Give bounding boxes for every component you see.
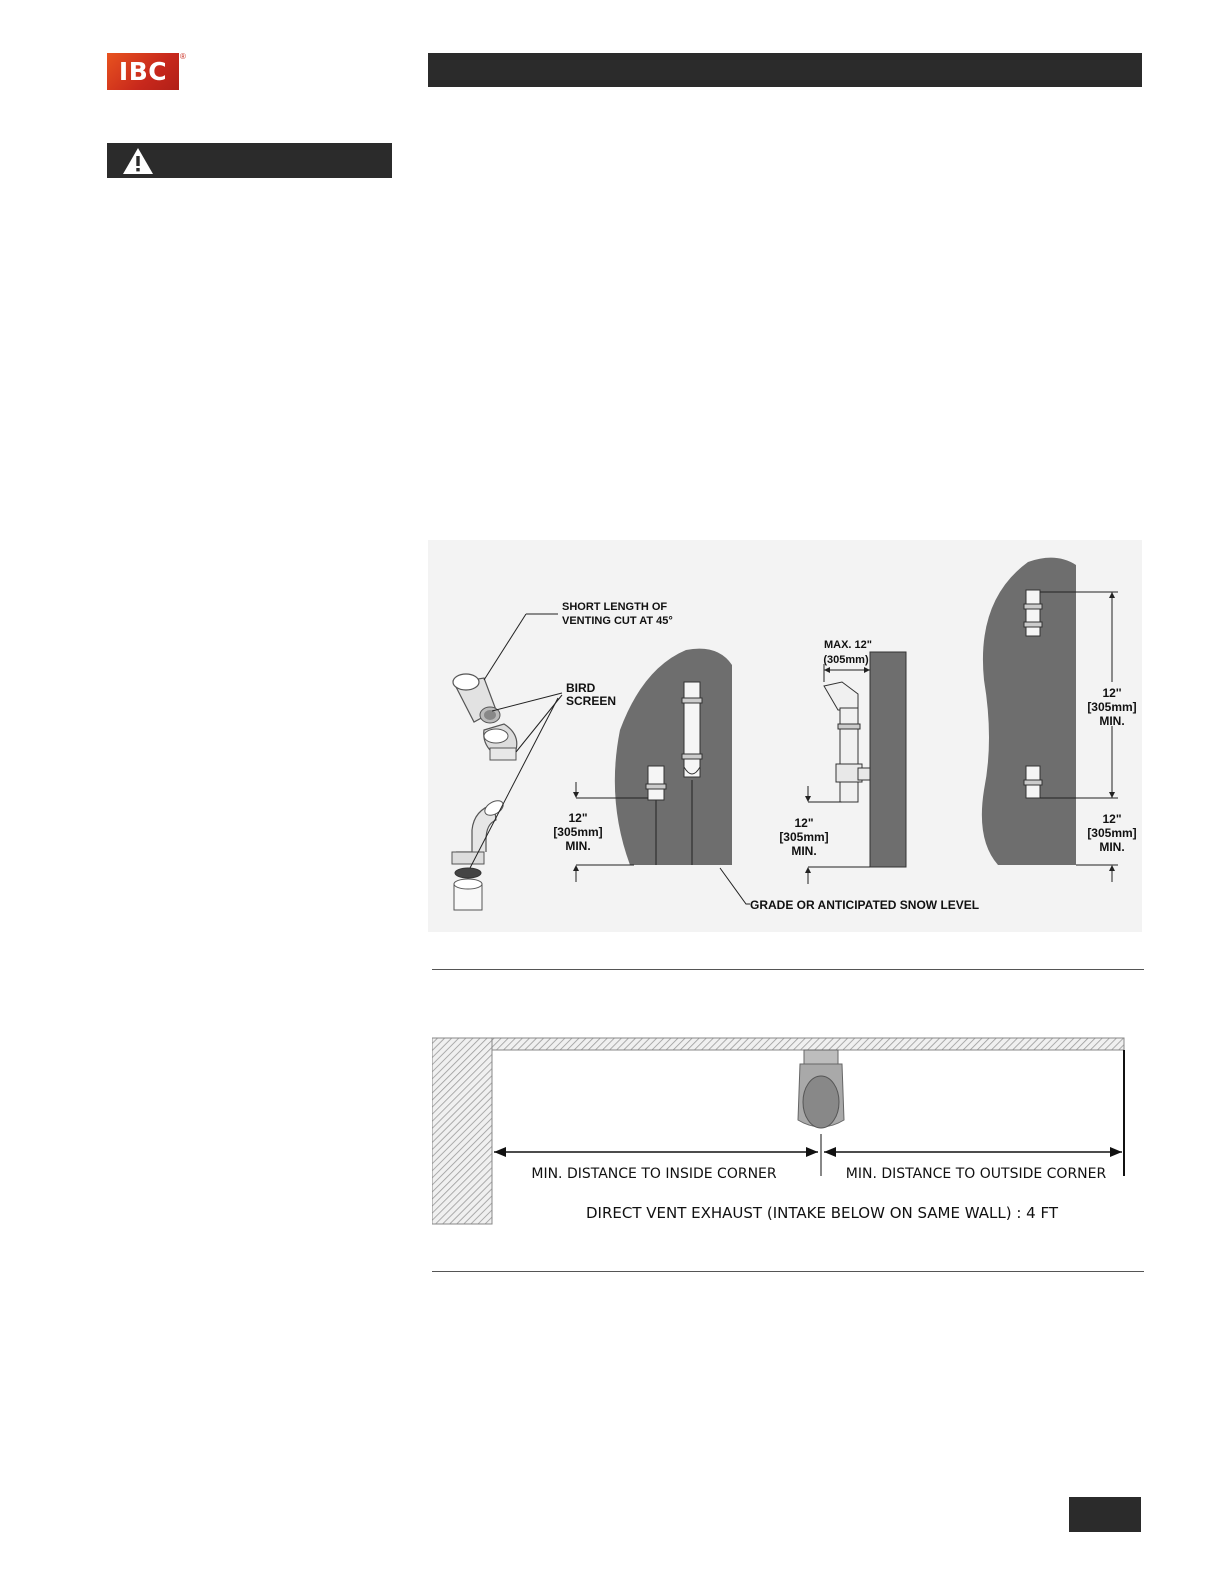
corner-caption: DIRECT VENT EXHAUST (INTAKE BELOW ON SAME WALL) : 4 FT: [585, 1204, 1059, 1222]
grade-label: GRADE OR ANTICIPATED SNOW LEVEL: [750, 898, 980, 912]
dim-min-d: MIN.: [1099, 840, 1125, 854]
warning-banner: [107, 143, 392, 178]
outside-corner-label: MIN. DISTANCE TO OUTSIDE CORNER: [845, 1166, 1107, 1182]
ibc-logo: [107, 53, 179, 90]
inside-wall: [432, 1038, 492, 1224]
dim-305-b: [305mm]: [779, 830, 829, 844]
divider-rule-2: [432, 1271, 1144, 1272]
dim-305-a: [305mm]: [553, 825, 603, 839]
outside-wall: [492, 1038, 1124, 1050]
dim-min-a: MIN.: [565, 839, 591, 853]
divider-rule-1: [432, 969, 1144, 970]
short-length-label-1: SHORT LENGTH OF: [562, 601, 668, 613]
section-header-bar: [428, 53, 1142, 87]
bird-label-2: SCREEN: [566, 694, 617, 708]
dim-12-b: 12": [794, 816, 814, 830]
dim-12-c: 12'': [1102, 686, 1122, 700]
vent-termination-figure: [428, 540, 1142, 932]
dim-12-a: 12": [568, 811, 588, 825]
vent-fitting: [798, 1050, 844, 1128]
warning-triangle-icon: [121, 146, 155, 176]
dim-305-c: [305mm]: [1087, 700, 1137, 714]
dim-305-d: [305mm]: [1087, 826, 1137, 840]
max-label-1: MAX. 12": [823, 639, 873, 651]
logo-text: IBC: [118, 57, 168, 86]
inside-corner-label: MIN. DISTANCE TO INSIDE CORNER: [531, 1166, 777, 1182]
page-number-tab: [1069, 1497, 1141, 1532]
registered-mark: ®: [180, 52, 186, 61]
corner-distance-figure: [432, 1036, 1126, 1226]
wall-section-3: [982, 558, 1076, 865]
dim-min-c: MIN.: [1099, 714, 1125, 728]
short-length-label-2: VENTING CUT AT 45°: [562, 615, 673, 627]
max-label-2: (305mm): [823, 654, 869, 666]
bird-label-1: BIRD: [566, 681, 596, 695]
dim-min-b: MIN.: [791, 844, 817, 858]
dim-12-d: 12": [1102, 812, 1122, 826]
